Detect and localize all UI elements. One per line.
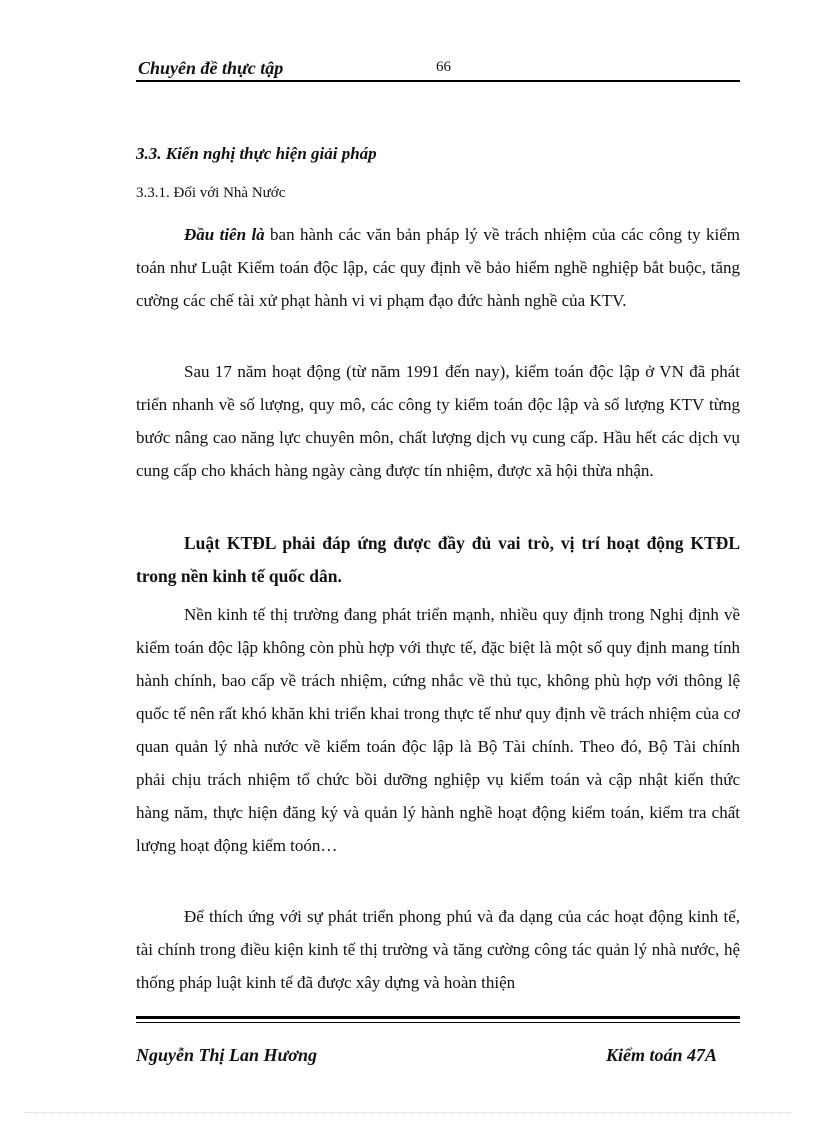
- page-number: 66: [436, 59, 451, 75]
- header-title: Chuyên đề thực tập: [138, 58, 284, 78]
- paragraph-1-text: ban hành các văn bản pháp lý về trách nhiệm của các công ty kiểm toán như Luật Kiểm toán độc lập, các quy định về bảo hiểm nghề nghiệp bắt buộc, tăng cường các chế tài xử phạt hành vi vi phạm đạo đức hành nghề của KTV.: [136, 225, 740, 310]
- paragraph-4: Nền kinh tế thị trường đang phát triển mạnh, nhiều quy định trong Nghị định về kiểm toán độc lập không còn phù hợp với thực tế, đặc biệt là một số quy định mang tính hành chính, bao cấp về trách nhiệm, cứng nhắc về thủ tục, không phù hợp với thông lệ quốc tế nên rất khó khăn khi triển khai trong thực tế như quy định về trách nhiệm của cơ quan quản lý nhà nước về kiểm toán độc lập là Bộ Tài chính. Theo đó, Bộ Tài chính phải chịu trách nhiệm tổ chức bồi dưỡng nghiệp vụ kiểm toán và cập nhật kiến thức hàng năm, thực hiện đăng ký và quản lý hành nghề hoạt động kiểm toán, kiểm tra chất lượng hoạt động kiểm toón…: [136, 605, 740, 855]
- subsection-heading: 3.3.1. Đối với Nhà Nước: [136, 185, 286, 201]
- footer-divider-thick: [136, 1016, 740, 1019]
- header-divider: [136, 80, 740, 82]
- footer-class: Kiểm toán 47A: [606, 1045, 718, 1065]
- paragraph-3-bold: Luật KTĐL phải đáp ứng được đầy đủ vai trò, vị trí hoạt động KTĐL trong nền kinh tế quốc dân.: [136, 533, 740, 586]
- section-heading: 3.3. Kiến nghị thực hiện giải pháp: [136, 144, 377, 163]
- page-bottom-dotted-border: [24, 1112, 792, 1113]
- footer-divider-thin: [136, 1022, 740, 1023]
- paragraph-1-lead: Đầu tiên là: [184, 225, 265, 244]
- paragraph-1: [136, 218, 740, 317]
- footer-author: Nguyễn Thị Lan Hương: [136, 1045, 317, 1065]
- paragraph-2: Sau 17 năm hoạt động (từ năm 1991 đến nay), kiểm toán độc lập ở VN đã phát triển nhanh về số lượng, quy mô, các công ty kiểm toán độc lập và số lượng KTV từng bước nâng cao năng lực chuyên môn, chất lượng dịch vụ cung cấp. Hầu hết các dịch vụ cung cấp cho khách hàng ngày càng được tín nhiệm, được xã hội thừa nhận.: [136, 362, 740, 480]
- paragraph-5: Để thích ứng với sự phát triển phong phú và đa dạng của các hoạt động kinh tế, tài chính trong điều kiện kinh tế thị trường và tăng cường công tác quản lý nhà nước, hệ thống pháp luật kinh tế đã được xây dựng và hoàn thiện: [136, 907, 740, 992]
